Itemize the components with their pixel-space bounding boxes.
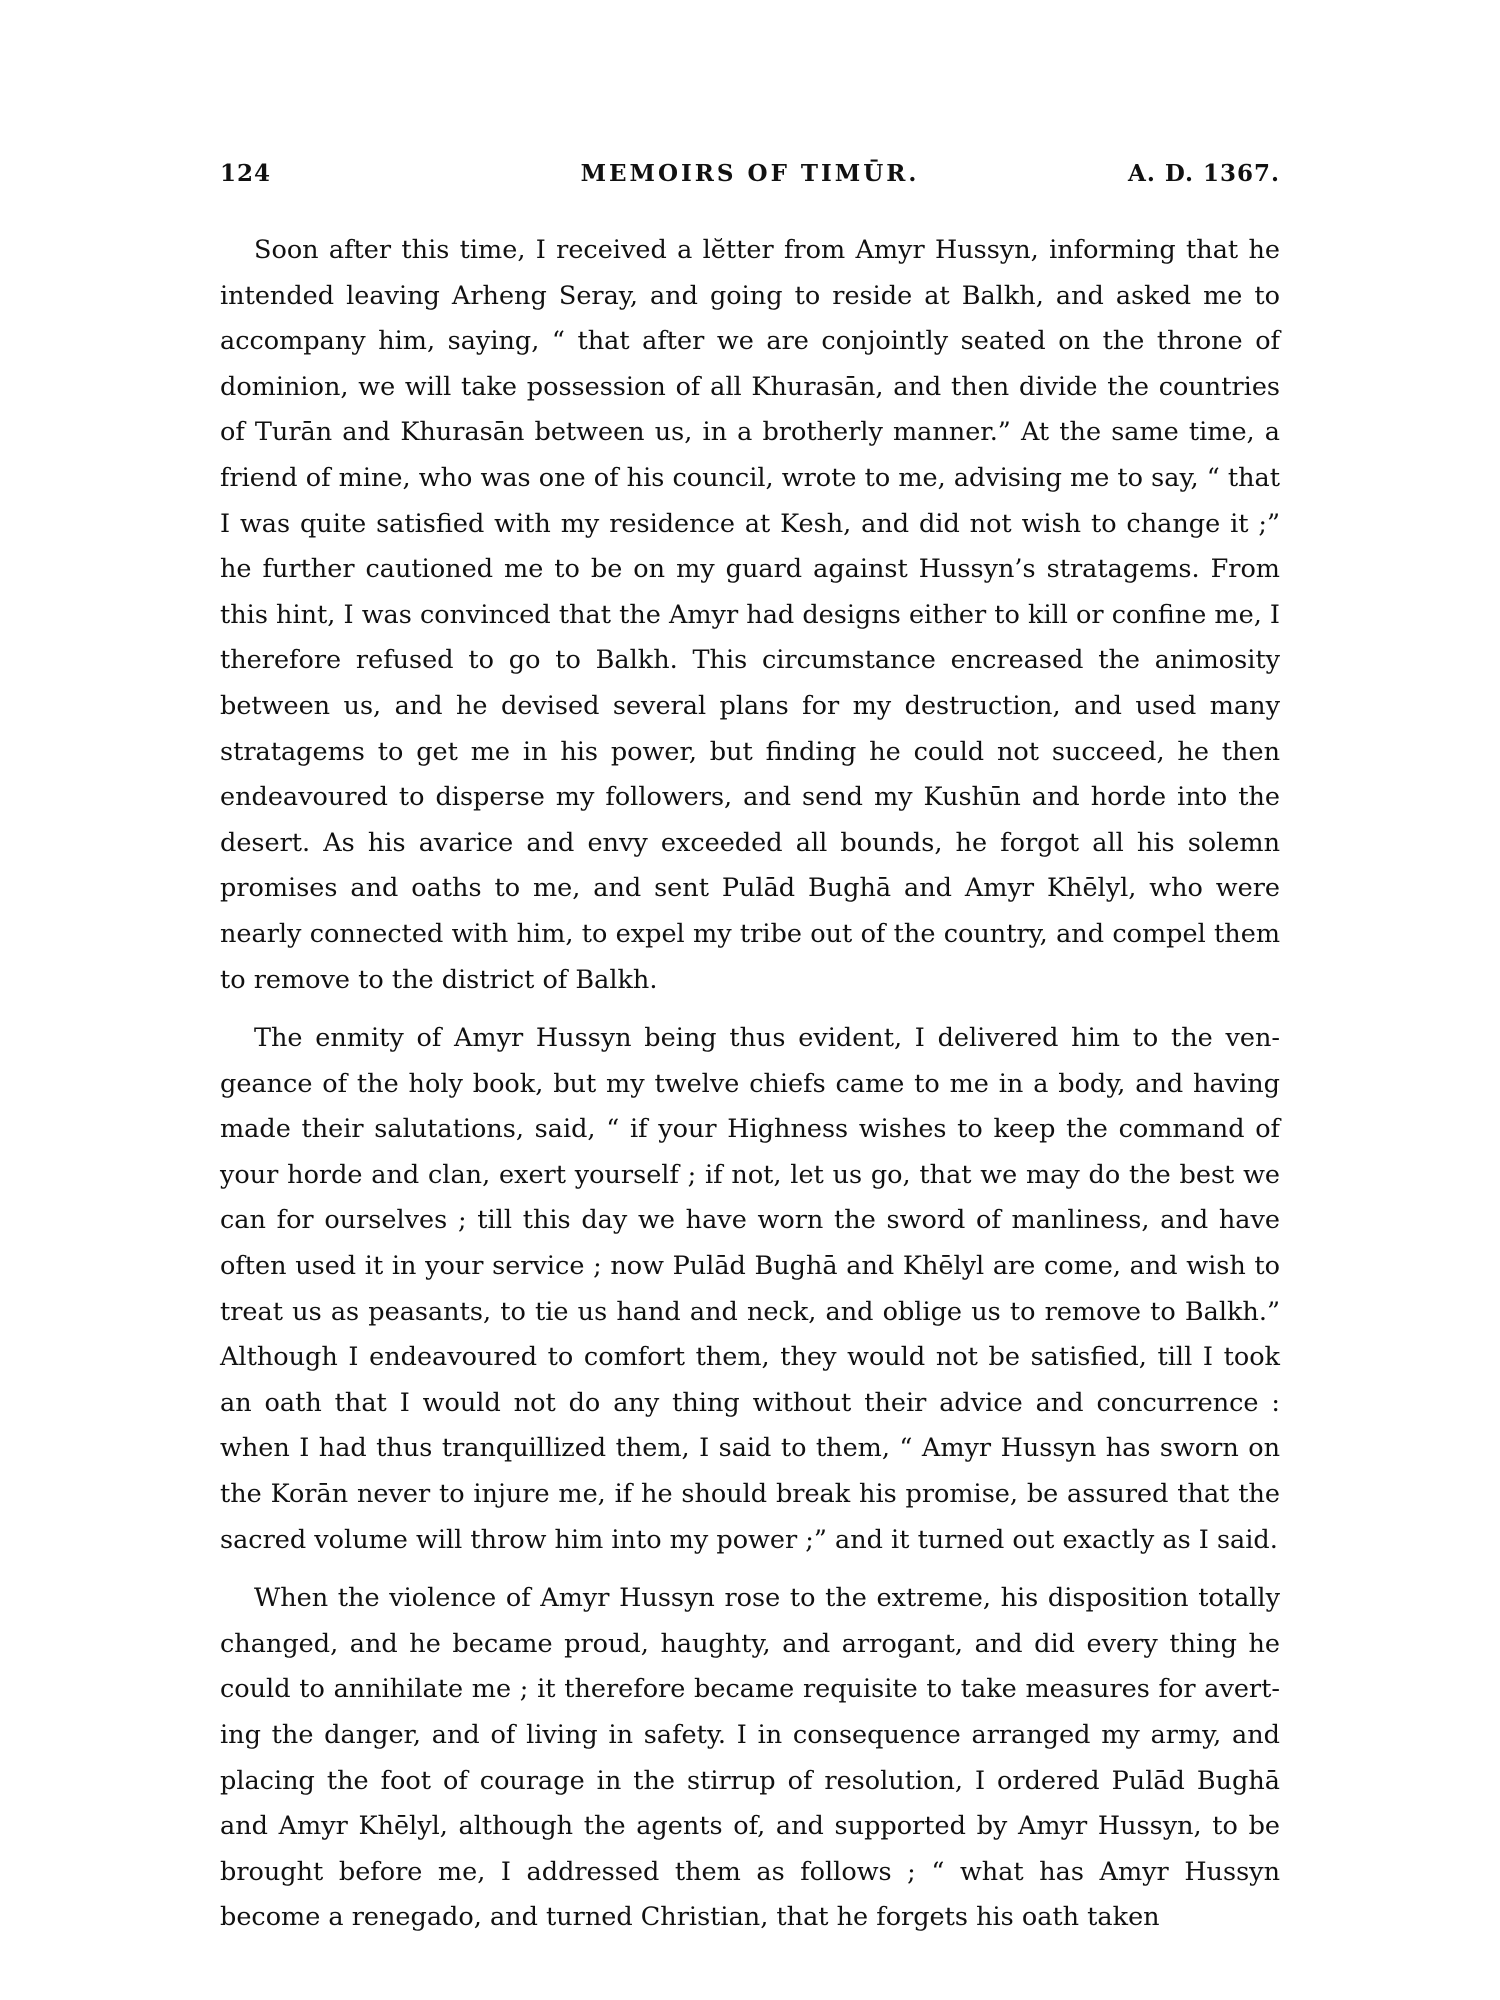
paragraph-3: When the violence of Amyr Hussyn rose to the extreme, his disposition totally changed, and he became proud, haughty, and arrogant, and did every thing he could to annihilate me ; it therefore became requisite to take measures for averting the danger, and of living in safety. I in consequence arranged my army, and placing the foot of courage in the stirrup of resolution, I ordered Pulād Bughā and Amyr Khēlyl, although the agents of, and supported by Amyr Hussyn, to be brought before me, I addressed them as follows ; “ what has Amyr Hussyn become a renegado, and turned Christian, that he forgets his oath taken bbox=[220, 1583, 1280, 1933]
running-head bbox=[220, 160, 1280, 200]
running-title: MEMOIRS OF TIMŪR. bbox=[580, 160, 920, 187]
body-text bbox=[220, 228, 1280, 1941]
paragraph-2: The enmity of Amyr Hussyn being thus evident, I delivered him to the vengeance of the holy book, but my twelve chiefs came to me in a body, and having made their salutations, said, “ if your Highness wishes to keep the command of your horde and clan, exert yourself ; if not, let us go, that we may do the best we can for ourselves ; till this day we have worn the sword of manliness, and have often used it in your service ; now Pulād Bughā and Khēlyl are come, and wish to treat us as peasants, to tie us hand and neck, and oblige us to remove to Balkh.” Although I endeavoured to comfort them, they would not be satisfied, till I took an oath that I would not do any thing without their advice and concurrence : when I had thus tranquillized them, I said to them, “ Amyr Hussyn has sworn on the Korān never to injure me, if he should break his promise, be assured that the sacred volume will throw him into my power ;” and it turned out exactly as I said. bbox=[220, 1023, 1280, 1555]
year-label: A. D. 1367. bbox=[1127, 160, 1280, 187]
paragraph-1: Soon after this time, I received a lĕtter from Amyr Hussyn, informing that he intended leaving Arheng Seray, and going to reside at Balkh, and asked me to accompany him, saying, “ that after we are conjointly seated on the throne of dominion, we will take possession of all Khurasān, and then divide the countries of Turān and Khurasān between us, in a brotherly manner.” At the same time, a friend of mine, who was one of his council, wrote to me, advising me to say, “ that I was quite satisfied with my residence at Kesh, and did not wish to change it ;” he further cautioned me to be on my guard against Hussyn’s stratagems. From this hint, I was convinced that the Amyr had designs either to kill or confine me, I therefore refused to go to Balkh. This circumstance encreased the animosity between us, and he devised several plans for my destruction, and used many stratagems to get me in his power, but finding he could not succeed, he then endeavoured to disperse my followers, and send my Kushūn and horde into the desert. As his avarice and envy exceeded all bounds, he forgot all his solemn promises and oaths to me, and sent Pulād Bughā and Amyr Khēlyl, who were nearly connected with him, to expel my tribe out of the country, and compel them to remove to the district of Balkh. bbox=[220, 235, 1280, 995]
book-page bbox=[220, 160, 1280, 1980]
page-number: 124 bbox=[220, 160, 272, 187]
